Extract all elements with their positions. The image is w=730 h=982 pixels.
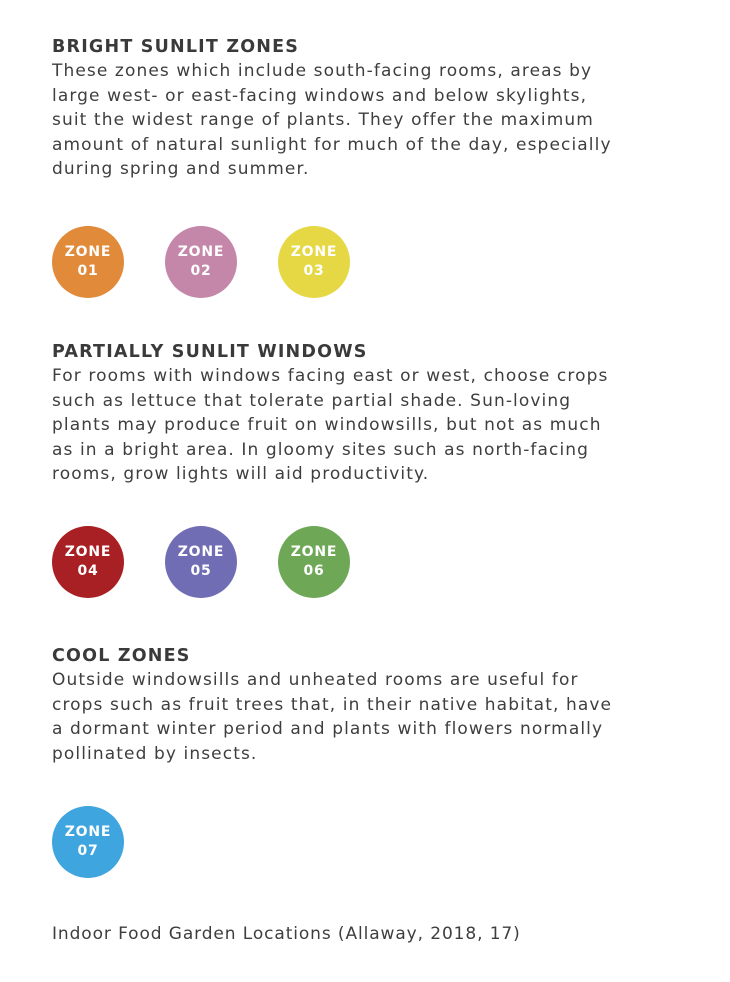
zone-number: 03 <box>303 263 325 279</box>
body-line: as in a bright area. In gloomy sites such as north-facing <box>52 439 590 460</box>
section-heading: COOL ZONES <box>52 646 191 666</box>
body-line: plants may produce fruit on windowsills, but not as much <box>52 415 602 435</box>
body-line: Outside windowsills and unheated rooms are useful for <box>52 670 579 690</box>
body-line: crops such as fruit trees that, in their native habitat, have <box>52 694 613 715</box>
zone-badge-01 <box>52 226 124 298</box>
zone-badges-row-1 <box>52 226 372 298</box>
zone-badge-02 <box>165 226 237 298</box>
section-heading: BRIGHT SUNLIT ZONES <box>52 37 300 57</box>
zone-badge-05 <box>165 526 237 598</box>
zone-word: ZONE <box>64 824 112 840</box>
body-line: amount of natural sunlight for much of the day, especially <box>52 134 612 155</box>
zone-word: ZONE <box>177 244 225 260</box>
body-line: pollinated by insects. <box>52 743 258 764</box>
zone-word: ZONE <box>64 244 112 260</box>
section-body <box>52 59 652 182</box>
body-line: large west- or east-facing windows and below skylights, <box>52 85 588 106</box>
body-line: a dormant winter period and plants with flowers normally <box>52 719 604 739</box>
zone-word: ZONE <box>290 544 338 560</box>
zone-badge-04 <box>52 526 124 598</box>
section-partially-sunlit-windows <box>52 340 652 487</box>
zone-badges-row-2 <box>52 526 372 598</box>
body-line: suit the widest range of plants. They offer the maximum <box>52 110 594 130</box>
zone-badge-07 <box>52 806 124 878</box>
section-body <box>52 668 652 766</box>
zone-number: 07 <box>77 843 99 859</box>
section-heading: PARTIALLY SUNLIT WINDOWS <box>52 342 368 362</box>
section-cool-zones <box>52 644 652 766</box>
zone-number: 06 <box>303 563 325 579</box>
zone-number: 04 <box>77 563 99 579</box>
section-body <box>52 364 652 487</box>
section-bright-sunlit-zones <box>52 35 652 182</box>
zone-badge-06 <box>278 526 350 598</box>
body-line: during spring and summer. <box>52 159 310 179</box>
figure-caption: Indoor Food Garden Locations (Allaway, 2018, 17) <box>52 924 521 944</box>
zone-word: ZONE <box>64 544 112 560</box>
body-line: These zones which include south-facing rooms, areas by <box>52 61 593 81</box>
zone-number: 05 <box>190 563 212 579</box>
zone-word: ZONE <box>290 244 338 260</box>
zone-badge-03 <box>278 226 350 298</box>
body-line: rooms, grow lights will aid productivity. <box>52 464 430 484</box>
zone-badges-row-3 <box>52 806 372 878</box>
body-line: For rooms with windows facing east or west, choose crops <box>52 366 609 386</box>
zone-word: ZONE <box>177 544 225 560</box>
body-line: such as lettuce that tolerate partial shade. Sun-loving <box>52 390 572 411</box>
zone-number: 02 <box>190 263 212 279</box>
zone-number: 01 <box>77 263 99 279</box>
